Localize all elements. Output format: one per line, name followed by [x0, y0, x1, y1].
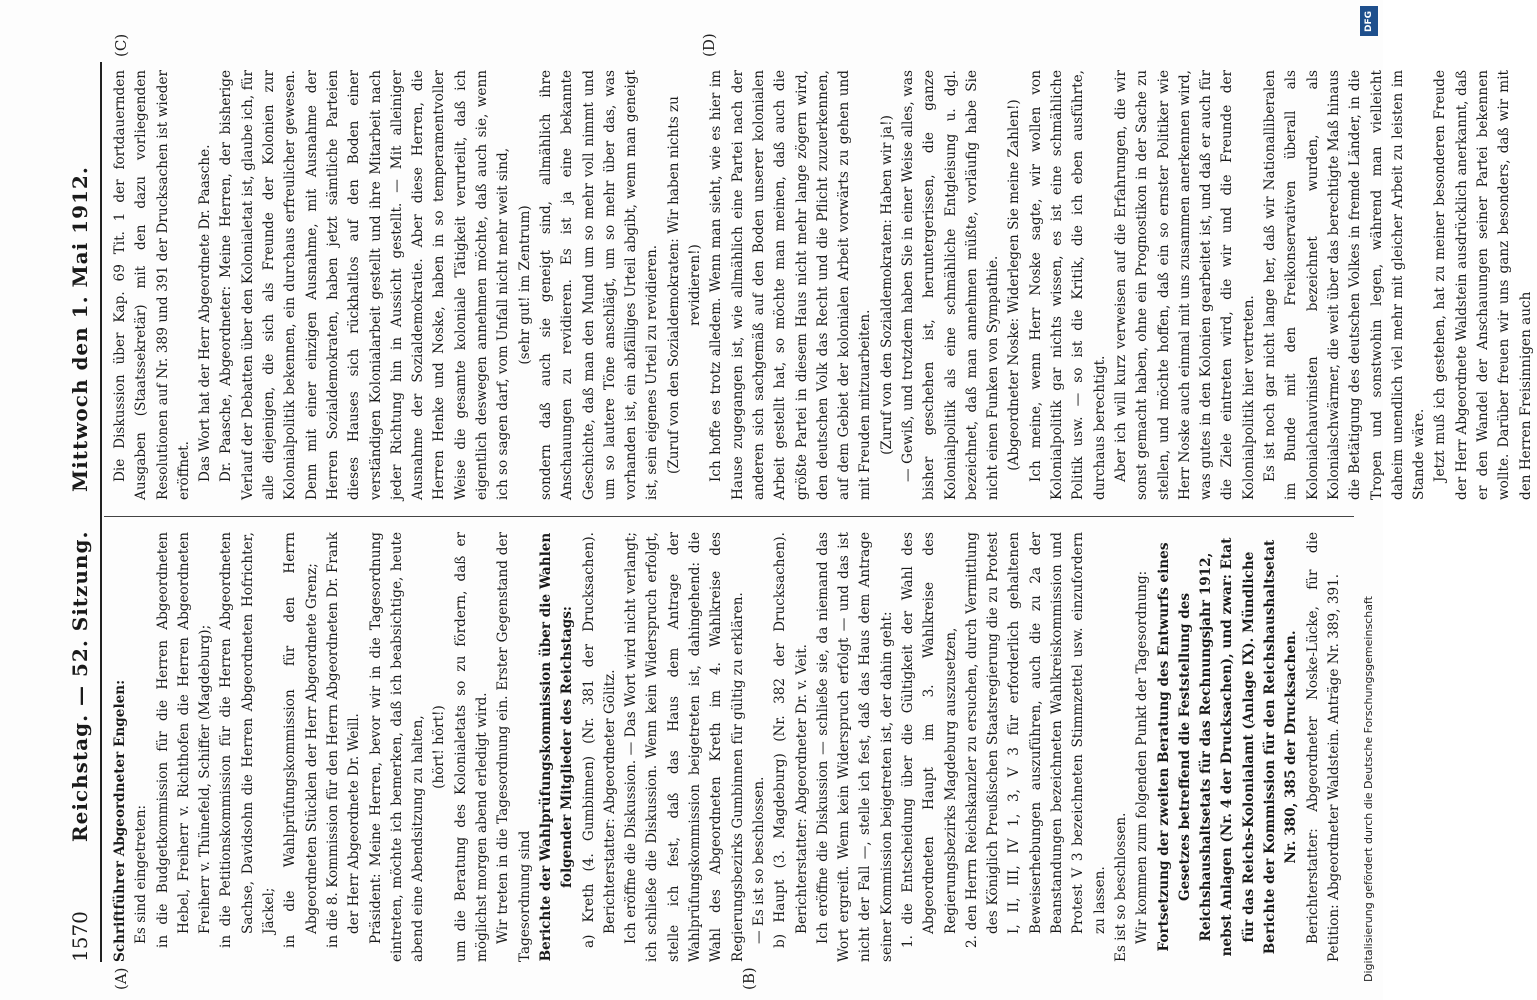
left-column — [110, 532, 1350, 962]
paragraph: Es ist noch gar nicht lange her, daß wir Nationalliberalen im Bunde mit den Freikonservativen überall als Kolonialchauvinisten bezeichnet wurden, als Kolonialschwärmer, die weit über das berechtigte Maß hinaus die Betätigung des deutschen Volkes in fremde Länder, in die Tropen und sonstwohin legen, während man vielleicht daheim unendlich viel mehr mit gleicher Arbeit zu leisten im Stande wäre. — [1262, 70, 1428, 500]
paragraph: Es ist so beschlossen. — [1112, 812, 1129, 962]
paragraph: Ich hoffe es trotz alledem. Wenn man sieht, wie es hier im Hause zugegangen ist, wie allmählich eine Partei nach der anderen sich sachgemäß auf den Boden unserer kolonialen Arbeit gestellt hat, so möchte man meinen, daß auch die größte Partei in diesem Haus nicht mehr lange zögern wird, den deutschen Volk das Recht und die Pflicht zuzuerkennen, auf dem Gebiet der kolonialen Arbeit vorwärts zu gehen und mit Freuden mitzuarbeiten. — [708, 70, 874, 500]
paragraph: Jetzt muß ich gestehen, hat zu meiner besonderen Freude der Herr Abgeordnete Waldstein ausdrücklich anerkannt, daß er den Wandel der Anschauungen seiner Partei bekennen wollte. Darüber freuen wir uns ganz besonders, daß wir mit den Herren Freisinnigen auch — [1432, 70, 1534, 500]
agenda-heading: Berichte der Wahlprüfungskommission über die Wahlen folgender Mitglieder des Reichstags: — [537, 532, 576, 962]
digitization-credit — [1360, 6, 1378, 981]
margin-marker-a: (A) — [112, 967, 130, 990]
interjection: (Abgeordneter Noske: Widerlegen Sie meine Zahlen!) — [1006, 99, 1023, 471]
dfg-logo: DFG — [1360, 6, 1378, 36]
paragraph: Wir treten in die Tagesordnung ein. Erster Gegenstand der Tagesordnung sind — [495, 532, 533, 962]
paragraph: in die 8. Kommission für den Herrn Abgeordneten Dr. Frank der Herr Abgeordnete Dr. Weill. — [324, 532, 363, 948]
header-date: Mittwoch den 1. Mai 1912. — [68, 166, 92, 492]
paragraph: — Es ist so beschlossen. — [750, 776, 767, 944]
paragraph: b) Haupt (3. Magdeburg) (Nr. 382 der Drucksachen). Berichterstatter: Abgeordneter Dr. v. Veit. — [772, 532, 810, 948]
paragraph: in die Petitionskommission für die Herren Abgeordneten Sachse, Davidsohn die Herren Abgeordneten Hofrichter, Jäckel; — [218, 532, 278, 948]
paragraph: Wir kommen zum folgenden Punkt der Tagesordnung: — [1134, 570, 1151, 944]
agenda-heading: Fortsetzung der zweiten Beratung des Entwurfs eines Gesetzes betreffend die Feststellung des Reichshaushaltsetats für das Rechnungsjahr 1912, nebst Anlagen (Nr. 4 der Drucksachen), und zwar: Etat für das Reichs-Kolonialamt (Anlage IX). Mündliche Berichte der Kommission für den Reichshaushaltsetat Nr. 380, 385 der Drucksachen. — [1155, 537, 1300, 957]
paragraph: Es sind eingetreten: — [133, 804, 150, 944]
right-column — [110, 70, 1534, 500]
paragraph: — Gewiß, und trotzdem haben Sie in einer Weise alles, was bisher geschehen ist, heruntergerissen, die ganze Kolonialpolitik als eine schmähliche Entgleisung u. dgl. bezeichnet, daß man annehmen müßte, vorläufig habe Sie nicht einen Funken von Sympathie. — [899, 70, 1002, 500]
interjection: (Zuruf von den Sozialdemokraten: Haben wir ja!) — [878, 115, 895, 455]
header-center: Reichstag. — 52. Sitzung. — [68, 530, 92, 842]
paragraph: a) Kreth (4. Gumbinnen) (Nr. 381 der Drucksachen). Berichterstatter: Abgeordneter Gölitz. — [580, 532, 618, 948]
paragraph: Die Diskussion über Kap. 69 Tit. 1 der fortdauernden Ausgaben (Staatssekretär) mit den dazu vorliegenden Resolutionen auf Nr. 389 und 391 der Drucksachen ist wieder eröffnet. — [112, 70, 192, 500]
paragraph: Ich meine, wenn Herr Noske sagte, wir wollen von Kolonialpolitik gar nichts wissen, es ist eine schmähliche Politik usw. — so ist die Kritik, die ich eben ausführte, durchaus berechtigt. — [1027, 70, 1108, 500]
margin-marker-d: (D) — [700, 33, 718, 57]
digitization-note: Digitalisierung gefördert durch die Deutsche Forschungsgemeinschaft — [1362, 596, 1375, 982]
paragraph: Präsident: Meine Herren, bevor wir in die Tagesordnung eintreten, möchte ich bemerken, daß ich beabsichtige, heute abend eine Abendsitzung zu halten, — [367, 532, 427, 962]
paragraph: um die Beratung des Kolonialetats so zu fördern, daß er möglichst morgen abend erledigt wird. — [452, 532, 491, 962]
interjection: (Zuruf von den Sozialdemokraten: Wir haben nichts zu revidieren!) — [665, 96, 704, 474]
column-separator — [104, 516, 1354, 517]
paragraph: in die Budgetkommission für die Herren Abgeordneten Hebel, Freiherr v. Richthofen die Herren Abgeordneten Freiherr v. Thünefeld, Schiffer (Magdeburg); — [154, 532, 214, 948]
paragraph: Berichterstatter: Abgeordneter Noske-Lücke, für die Petition: Abgeordneter Waldstein. Anträge Nr. 389, 391. — [1304, 532, 1342, 962]
paragraph: 2. den Herrn Reichskanzler zu ersuchen, durch Vermittlung des Königlich Preußischen Staatsregierung die zu Protest I, II, III, IV 1, 3, V 3 für erforderlich gehaltenen Beweiserhebungen auszuführen, auch die zu 2a der Beanstandungen bezeichneten Wahlkreiskommission und Protest V 3 bezeichneten Stimmzettel usw. einzufordern zu lassen. — [963, 532, 1108, 948]
page-header — [68, 62, 98, 962]
header-rule — [100, 62, 102, 962]
paragraph: Ich eröffne die Diskussion — schließe sie, da niemand das Wort ergreift. Wenn kein Widerspruch erfolgt — und das ist nicht der Fall —, stelle ich fest, daß das Haus dem Antrage seiner Kommission beigetreten ist, der dahin geht: — [814, 532, 895, 962]
paragraph: Aber ich will kurz verweisen auf die Erfahrungen, die wir sonst gemacht haben, ohne ein Prognostikon in der Sache zu stellen, und möchte hoffen, daß ein so ernster Politiker wie Herr Noske auch einmal mit uns zusammen anerkennen wird, was gutes in den Kolonien gearbeitet ist, und daß er auch für die Ziele eintreten wird, die wir und die Freunde der Kolonialpolitik hier vertreten. — [1112, 70, 1257, 500]
paragraph: Ich eröffne die Diskussion. — Das Wort wird nicht verlangt; ich schließe die Diskussion. Wenn kein Widerspruch erfolgt, stelle ich fest, daß das Haus dem Antrage der Wahlprüfungskommission beigetreten ist, dahingehend: die Wahl des Abgeordneten Kreth im 4. Wahlkreise des Regierungsbezirks Gumbinnen für gültig zu erklären. — [623, 532, 746, 962]
paragraph: Schriftführer Abgeordneter Engelen: — [112, 679, 128, 962]
paragraph: Das Wort hat der Herr Abgeordnete Dr. Paasche. — [197, 144, 214, 482]
paragraph: sondern daß auch sie geneigt sind, allmählich ihre Anschauungen zu revidieren. Es ist ja eine bekannte Geschichte, daß man den Mund um so mehr voll nimmt und um so lautere Töne anschlägt, um so mehr über das, was vorhanden ist, ein abfälliges Urteil abgibt, wenn man geneigt ist, sein eigenes Urteil zu revidieren. — [537, 70, 661, 500]
margin-marker-c: (C) — [112, 33, 130, 57]
paragraph: 1. die Entscheidung über die Gültigkeit der Wahl des Abgeordneten Haupt im 3. Wahlkreise des Regierungsbezirks Magdeburg auszusetzen, — [899, 532, 959, 948]
paragraph: Dr. Paasche, Abgeordneter: Meine Herren, der bisherige Verlauf der Debatten über den Kolonialetat ist, glaube ich, für alle diejenigen, die sich als Freunde der Kolonien zur Kolonialpolitik bekennen, ein durchaus erfreulicher gewesen. Denn mit einer einzigen Ausnahme, mit Ausnahme der Herren Sozialdemokraten, haben jetzt sämtliche Parteien dieses Hauses sich rückhaltlos auf den Boden einer verständigen Kolonialarbeit gestellt und ihre Mitarbeit nach jeder Richtung hin in Aussicht gestellt. — Mit alleiniger Ausnahme der Sozialdemokratie. Aber diese Herren, die Herren Henke und Noske, haben in so temperamentvoller Weise die gesamte koloniale Tätigkeit verurteilt, daß ich eigentlich deswegen annehmen möchte, daß auch sie, wenn ich so sagen darf, vom Unfall nicht mehr weit sind, — [218, 70, 512, 500]
paragraph: in die Wahlprüfungskommission für den Herrn Abgeordneten Stücklen der Herr Abgeordnete Grenz; — [282, 532, 320, 948]
interjection: (hört! hört!) — [431, 705, 448, 789]
page-number: 1570 — [68, 911, 92, 962]
interjection: (sehr gut! im Zentrum) — [516, 205, 533, 365]
margin-marker-b: (B) — [740, 967, 758, 990]
